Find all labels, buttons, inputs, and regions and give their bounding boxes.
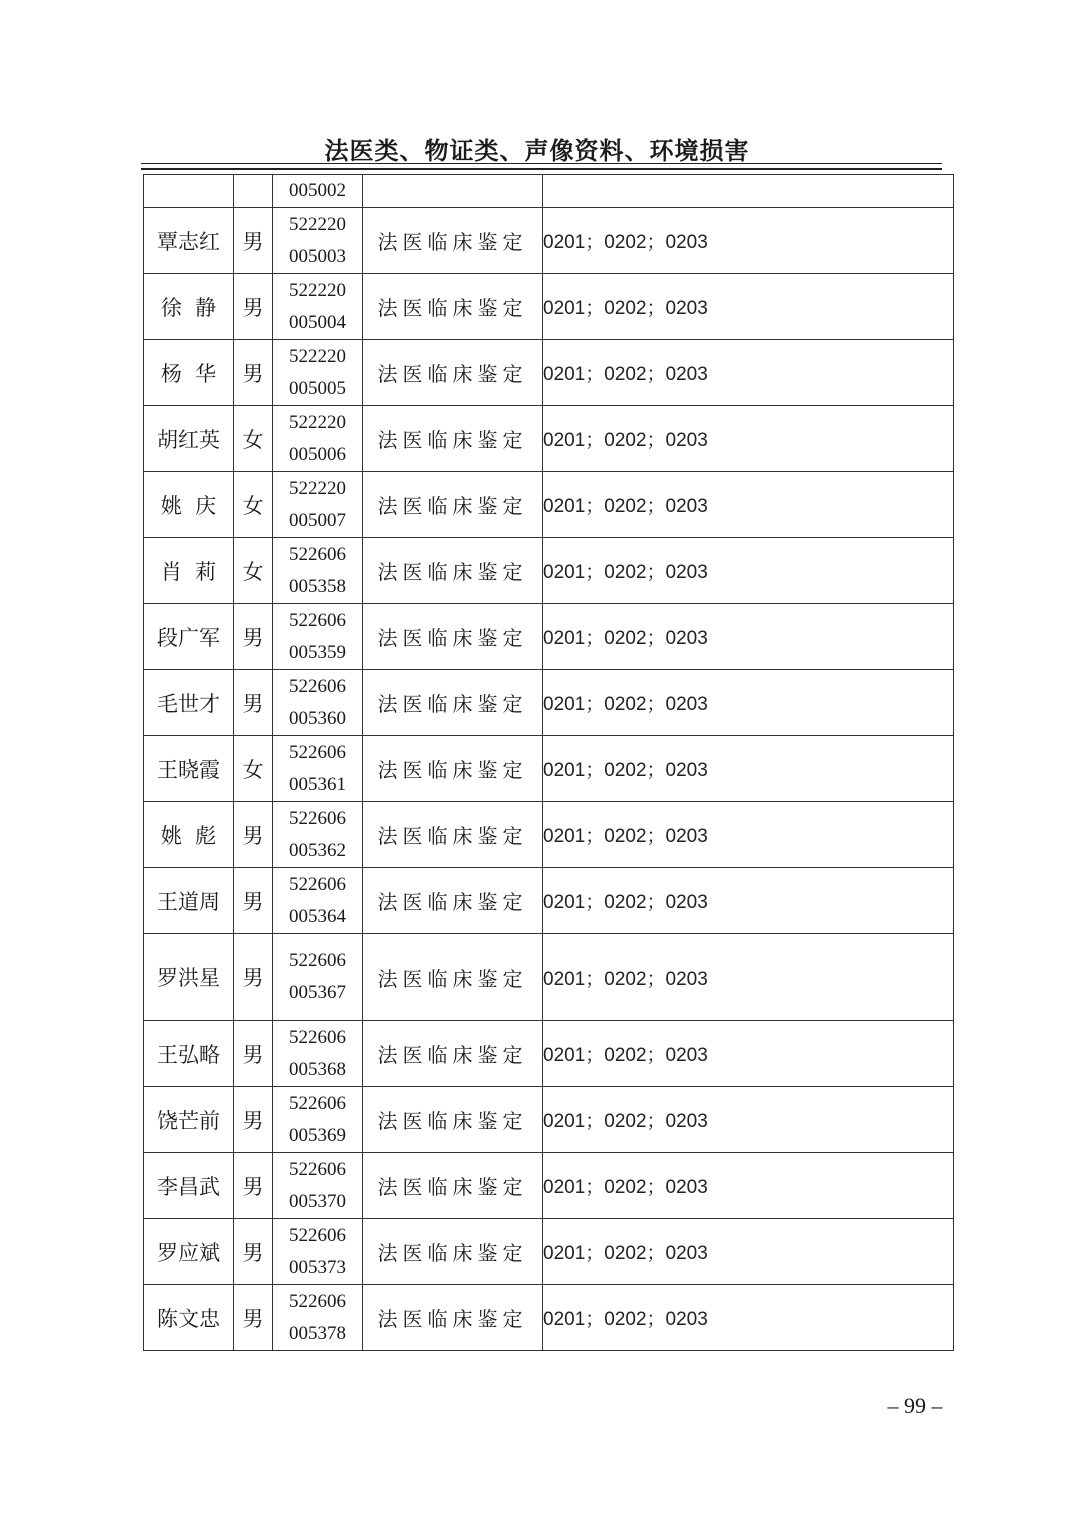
cell-name	[144, 802, 234, 868]
header-rule-thick	[141, 168, 942, 170]
cell-scope-codes: 0201；0202；0203	[543, 274, 954, 340]
cell-license-number	[273, 538, 363, 604]
cell-license-number	[273, 670, 363, 736]
table-row	[144, 802, 954, 868]
cell-license-number	[273, 208, 363, 274]
cell-scope-codes: 0201；0202；0203	[543, 670, 954, 736]
cell-name	[144, 1087, 234, 1153]
person-name: 姚 庆	[160, 493, 217, 518]
cell-license-number	[273, 340, 363, 406]
header-rule-thin	[141, 163, 942, 164]
cell-appraisal-type	[363, 175, 543, 208]
cell-name	[144, 1285, 234, 1351]
cell-scope-codes	[543, 175, 954, 208]
cell-license-number	[273, 736, 363, 802]
person-name: 李昌武	[157, 1174, 220, 1199]
license-number-line-2: 005367	[289, 982, 346, 1003]
cell-name	[144, 868, 234, 934]
license-number-line-1: 005002	[289, 180, 346, 201]
person-name: 王道周	[157, 889, 220, 914]
cell-name	[144, 274, 234, 340]
cell-scope-codes: 0201；0202；0203	[543, 1219, 954, 1285]
roster-table	[143, 174, 954, 1351]
cell-appraisal-type: 法医临床鉴定	[363, 208, 543, 274]
cell-license-number	[273, 1285, 363, 1351]
cell-name	[144, 736, 234, 802]
person-name: 罗洪星	[157, 966, 220, 990]
page-header-title: 法医类、物证类、声像资料、环境损害	[324, 136, 750, 165]
cell-gender: 男	[234, 604, 273, 670]
license-number-line-2: 005006	[289, 443, 346, 465]
cell-appraisal-type: 法医临床鉴定	[363, 406, 543, 472]
cell-gender: 男	[234, 1021, 273, 1087]
cell-gender: 男	[234, 1285, 273, 1351]
license-number-line-2: 005359	[289, 641, 346, 663]
table-row	[144, 340, 954, 406]
cell-license-number	[273, 472, 363, 538]
license-number-line-2: 005003	[289, 245, 346, 267]
cell-appraisal-type: 法医临床鉴定	[363, 538, 543, 604]
cell-appraisal-type: 法医临床鉴定	[363, 340, 543, 406]
cell-name	[144, 1153, 234, 1219]
license-number-line-1: 522220	[289, 345, 346, 367]
cell-name	[144, 208, 234, 274]
cell-gender	[234, 175, 273, 208]
cell-scope-codes: 0201；0202；0203	[543, 340, 954, 406]
license-number-line-2: 005005	[289, 377, 346, 399]
table-row	[144, 604, 954, 670]
cell-name	[144, 670, 234, 736]
license-number-line-1: 522606	[289, 1026, 346, 1048]
license-number-line-1: 522606	[289, 675, 346, 697]
cell-scope-codes: 0201；0202；0203	[543, 1087, 954, 1153]
license-number-line-2: 005369	[289, 1124, 346, 1146]
table-row	[144, 406, 954, 472]
cell-license-number	[273, 1153, 363, 1219]
license-number-line-1: 522220	[289, 411, 346, 433]
table-row	[144, 868, 954, 934]
cell-name	[144, 934, 234, 1021]
cell-scope-codes: 0201；0202；0203	[543, 1021, 954, 1087]
cell-license-number	[273, 868, 363, 934]
cell-scope-codes: 0201；0202；0203	[543, 802, 954, 868]
license-number-line-2: 005361	[289, 773, 346, 795]
cell-gender: 男	[234, 340, 273, 406]
cell-gender: 男	[234, 1153, 273, 1219]
person-name: 覃志红	[157, 229, 220, 254]
cell-license-number	[273, 175, 363, 208]
cell-appraisal-type: 法医临床鉴定	[363, 736, 543, 802]
license-number-line-1: 522606	[289, 1092, 346, 1114]
person-name: 姚 彪	[160, 823, 217, 848]
cell-gender: 男	[234, 208, 273, 274]
license-number-line-2: 005358	[289, 575, 346, 597]
table-row	[144, 274, 954, 340]
table-row	[144, 1285, 954, 1351]
cell-appraisal-type: 法医临床鉴定	[363, 868, 543, 934]
cell-license-number	[273, 604, 363, 670]
license-number-line-2: 005373	[289, 1256, 346, 1278]
license-number-line-2: 005368	[289, 1058, 346, 1080]
license-number-line-1: 522606	[289, 807, 346, 829]
cell-gender: 女	[234, 406, 273, 472]
person-name: 王弘略	[157, 1042, 220, 1067]
page-number: – 99 –	[887, 1393, 943, 1418]
person-name: 徐 静	[160, 295, 217, 320]
person-name: 胡红英	[157, 427, 220, 452]
cell-name	[144, 340, 234, 406]
cell-name	[144, 1219, 234, 1285]
cell-gender: 男	[234, 274, 273, 340]
cell-name	[144, 175, 234, 208]
license-number-line-2: 005378	[289, 1322, 346, 1344]
person-name: 肖 莉	[160, 559, 217, 584]
table-row	[144, 1021, 954, 1087]
cell-scope-codes: 0201；0202；0203	[543, 934, 954, 1021]
license-number-line-1: 522220	[289, 477, 346, 499]
license-number-line-2: 005370	[289, 1190, 346, 1212]
cell-name	[144, 1021, 234, 1087]
license-number-line-1: 522606	[289, 1224, 346, 1246]
table-row	[144, 538, 954, 604]
license-number-line-1: 522606	[289, 1290, 346, 1312]
cell-gender: 男	[234, 1219, 273, 1285]
cell-license-number	[273, 406, 363, 472]
cell-appraisal-type: 法医临床鉴定	[363, 1087, 543, 1153]
cell-appraisal-type: 法医临床鉴定	[363, 1285, 543, 1351]
person-name: 饶芒前	[157, 1108, 220, 1133]
cell-scope-codes: 0201；0202；0203	[543, 736, 954, 802]
cell-gender: 男	[234, 802, 273, 868]
person-name: 段广军	[157, 625, 220, 650]
cell-appraisal-type: 法医临床鉴定	[363, 1021, 543, 1087]
person-name: 毛世才	[157, 691, 220, 716]
cell-name	[144, 538, 234, 604]
table-row	[144, 1153, 954, 1219]
table-row	[144, 1087, 954, 1153]
person-name: 陈文忠	[157, 1306, 220, 1331]
cell-gender: 男	[234, 868, 273, 934]
cell-scope-codes: 0201；0202；0203	[543, 406, 954, 472]
cell-appraisal-type: 法医临床鉴定	[363, 802, 543, 868]
table-row	[144, 472, 954, 538]
table-row	[144, 1219, 954, 1285]
cell-license-number	[273, 802, 363, 868]
license-number-line-2: 005360	[289, 707, 346, 729]
cell-gender: 男	[234, 934, 273, 1021]
cell-scope-codes: 0201；0202；0203	[543, 604, 954, 670]
license-number-line-1: 522606	[289, 950, 346, 971]
cell-name	[144, 406, 234, 472]
cell-scope-codes: 0201；0202；0203	[543, 868, 954, 934]
cell-scope-codes: 0201；0202；0203	[543, 472, 954, 538]
license-number-line-2: 005007	[289, 509, 346, 531]
cell-appraisal-type: 法医临床鉴定	[363, 934, 543, 1021]
cell-license-number	[273, 1021, 363, 1087]
roster-table-body	[144, 175, 954, 1351]
cell-appraisal-type: 法医临床鉴定	[363, 670, 543, 736]
table-row	[144, 934, 954, 1021]
cell-license-number	[273, 274, 363, 340]
license-number-line-2: 005004	[289, 311, 346, 333]
table-row	[144, 208, 954, 274]
person-name: 罗应斌	[157, 1240, 220, 1265]
cell-appraisal-type: 法医临床鉴定	[363, 604, 543, 670]
cell-license-number	[273, 1219, 363, 1285]
table-row	[144, 670, 954, 736]
license-number-line-1: 522606	[289, 873, 346, 895]
cell-appraisal-type: 法医临床鉴定	[363, 1219, 543, 1285]
table-row	[144, 175, 954, 208]
license-number-line-1: 522606	[289, 1158, 346, 1180]
cell-gender: 女	[234, 538, 273, 604]
license-number-line-2: 005362	[289, 839, 346, 861]
cell-license-number	[273, 934, 363, 1021]
cell-license-number	[273, 1087, 363, 1153]
cell-gender: 女	[234, 736, 273, 802]
cell-name	[144, 604, 234, 670]
license-number-line-1: 522606	[289, 609, 346, 631]
license-number-line-2: 005364	[289, 905, 346, 927]
table-row	[144, 736, 954, 802]
cell-scope-codes: 0201；0202；0203	[543, 538, 954, 604]
license-number-line-1: 522606	[289, 741, 346, 763]
cell-gender: 男	[234, 670, 273, 736]
cell-appraisal-type: 法医临床鉴定	[363, 472, 543, 538]
cell-scope-codes: 0201；0202；0203	[543, 1285, 954, 1351]
license-number-line-1: 522220	[289, 279, 346, 301]
cell-name	[144, 472, 234, 538]
person-name: 杨 华	[160, 361, 217, 386]
cell-appraisal-type: 法医临床鉴定	[363, 1153, 543, 1219]
license-number-line-1: 522220	[289, 213, 346, 235]
cell-gender: 女	[234, 472, 273, 538]
cell-gender: 男	[234, 1087, 273, 1153]
cell-appraisal-type: 法医临床鉴定	[363, 274, 543, 340]
cell-scope-codes: 0201；0202；0203	[543, 1153, 954, 1219]
license-number-line-1: 522606	[289, 543, 346, 565]
person-name: 王晓霞	[157, 757, 220, 782]
cell-scope-codes: 0201；0202；0203	[543, 208, 954, 274]
